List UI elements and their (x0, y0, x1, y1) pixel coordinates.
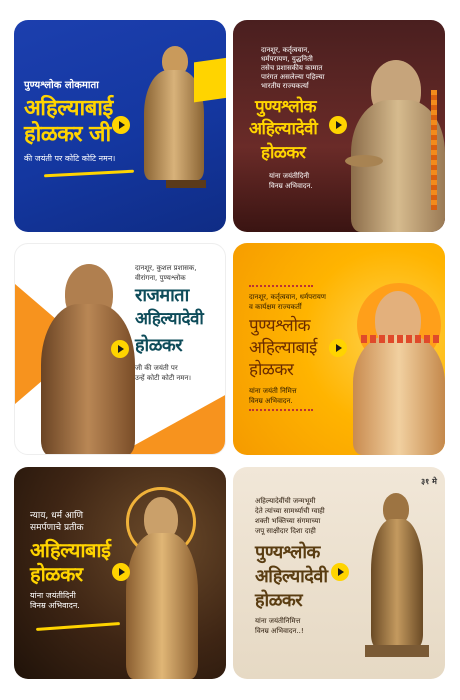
subtitle: पुण्यश्लोक लोकमाता (24, 80, 99, 91)
caption-line-1: जी की जयंती पर (135, 364, 178, 372)
title-line-1: पुण्यश्लोक (249, 316, 311, 336)
dotted-divider-top (249, 285, 313, 287)
caption-line-2: विनम्र अभिवादन..! (255, 627, 304, 635)
play-icon[interactable] (111, 340, 129, 358)
play-icon[interactable] (331, 563, 349, 581)
flag (194, 58, 226, 103)
play-icon[interactable] (329, 339, 347, 357)
title-line-2: अहिल्याबाई (249, 338, 317, 358)
play-icon[interactable] (112, 116, 130, 134)
card-1[interactable] (14, 20, 226, 232)
title-line-3: होळकर (249, 360, 294, 380)
intro-line-1: न्याय, धर्म आणि (30, 511, 83, 521)
garland (361, 335, 441, 343)
title-line-2: होळकर (30, 562, 83, 586)
bowl (345, 155, 383, 167)
intro-line-4: जपू साक्षीदार दिशा दाही (255, 527, 316, 535)
garland (431, 90, 437, 210)
play-icon[interactable] (329, 116, 347, 134)
title-line-3: होळकर (261, 143, 306, 163)
card-4[interactable] (233, 243, 445, 455)
title-line-1: राजमाता (135, 285, 189, 306)
intro-line-1: दानशूर, कर्तृत्ववान, धर्मपरायण (249, 293, 326, 301)
swoosh-decoration (44, 170, 134, 178)
caption-line-1: यांना जयंतीनिमित्त (255, 617, 301, 625)
intro-line-4: पारंगत असलेल्या पहिल्या (261, 73, 325, 81)
title-line-1: अहिल्याबाई (30, 538, 111, 562)
intro-line-3: तसेच प्रशासकीय कामात (261, 64, 323, 72)
intro-line-1: अहिल्यादेवींची जन्मभूमी (255, 497, 316, 505)
card-5[interactable] (14, 467, 226, 679)
caption-line-2: विनम्र अभिवादन. (269, 182, 313, 190)
intro-line-3: शक्ती भक्तिच्या संगमाच्या (255, 517, 321, 525)
swoosh-decoration (36, 622, 120, 631)
title-line-2: अहिल्यादेवी (135, 309, 204, 329)
caption-line-1: यांना जयंतीदिनी (30, 591, 76, 600)
intro-line-2: वीरांगना, पुण्यश्लोक (135, 274, 186, 282)
title-line-1: पुण्यश्लोक (255, 97, 317, 117)
play-icon[interactable] (112, 563, 130, 581)
dotted-divider-bottom (249, 409, 313, 411)
caption-line-1: यांना जयंती निमित्त (249, 387, 297, 395)
caption-line-2: विनम्र अभिवादन. (249, 397, 293, 405)
title-line-2: अहिल्यादेवी (249, 119, 318, 139)
title-line-3: होळकर (135, 335, 183, 356)
title-line-3: होळकर (255, 590, 303, 611)
caption: की जयंती पर कोटि कोटि नमन। (24, 154, 116, 163)
intro-line-1: दानशूर, कुशल प्रशासक, (135, 264, 197, 272)
title-line-2: अहिल्यादेवी (255, 566, 328, 587)
date-label: ३१ मे (421, 477, 437, 486)
caption-line-2: उन्हें कोटी कोटी नमन। (135, 374, 191, 382)
intro-line-2: व कार्यक्षम राज्यकर्ती (249, 303, 302, 311)
caption-line-2: विनम्र अभिवादन. (30, 601, 80, 610)
intro-line-2: देते त्यांच्या सामर्थ्याची ग्वाही (255, 507, 325, 515)
intro-line-2: धर्मपरायण, युद्धनिती (261, 55, 313, 63)
caption-line-1: यांना जयंतीदिनी (269, 172, 310, 180)
title-line-2: होळकर जी (24, 122, 111, 147)
card-3[interactable] (14, 243, 226, 455)
card-6[interactable] (233, 467, 445, 679)
title-line-1: अहिल्याबाई (24, 96, 113, 121)
card-2[interactable] (233, 20, 445, 232)
intro-line-1: दानशूर, कर्तृत्ववान, (261, 46, 310, 54)
intro-line-2: समर्पणाचे प्रतीक (30, 523, 84, 533)
title-line-1: पुण्यश्लोक (255, 542, 320, 563)
intro-line-5: भारतीय राज्यकर्त्या (261, 82, 309, 90)
